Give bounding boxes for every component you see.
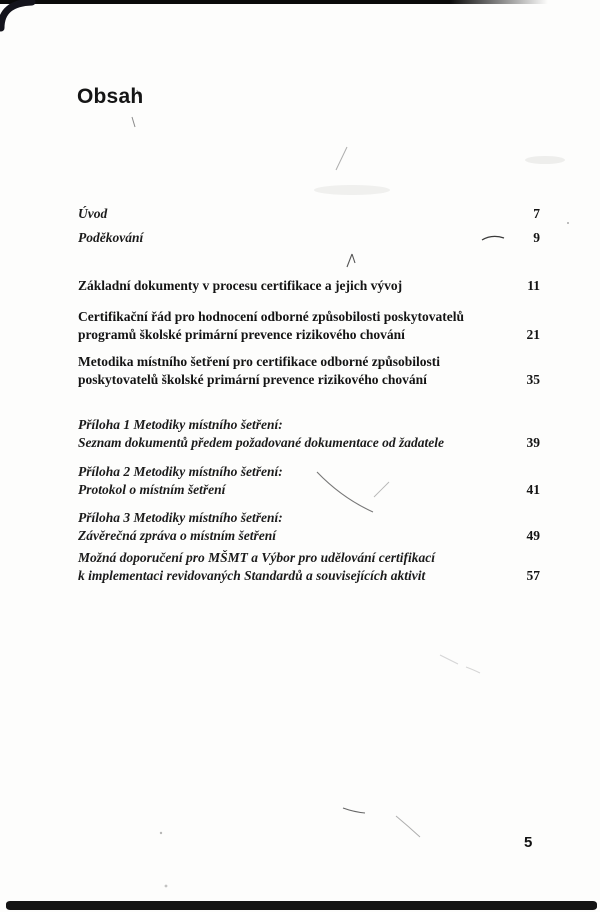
folio-page-number: 5 <box>524 834 533 851</box>
toc-entry <box>78 205 540 223</box>
page-title: Obsah <box>77 85 144 108</box>
toc-entry <box>78 416 540 452</box>
toc-entry-page-number: 21 <box>526 327 540 342</box>
toc-title-line: Možná doporučení pro MŠMT a Výbor pro udělování certifikací <box>78 550 436 565</box>
toc-title-line: Příloha 1 Metodiky místního šetření: <box>78 417 283 432</box>
toc-entry-title <box>78 277 402 295</box>
toc-title-line: Metodika místního šetření pro certifikace odborné způsobilosti <box>78 354 440 369</box>
scan-edge-bottom <box>6 901 597 910</box>
toc-entry <box>78 509 540 545</box>
toc-entry-page-number: 35 <box>526 372 540 387</box>
toc-entry-title <box>78 549 435 585</box>
toc-entry-page-number: 9 <box>533 230 540 245</box>
toc-entry-page-number: 7 <box>533 206 540 221</box>
toc-entry <box>78 463 540 499</box>
toc-title-line: Protokol o místním šetření <box>78 482 226 497</box>
toc-title-line: Certifikační řád pro hodnocení odborné způsobilosti poskytovatelů <box>78 309 465 324</box>
toc-entry-title <box>78 205 107 223</box>
toc-entry-title <box>78 463 283 499</box>
toc-entry <box>78 229 540 247</box>
toc-entry <box>78 308 540 344</box>
toc-entry-title <box>78 353 440 389</box>
toc-title-line: poskytovatelů školské primární prevence rizikového chování <box>78 372 427 387</box>
toc-title-line: Základní dokumenty v procesu certifikace a jejich vývoj <box>78 278 403 293</box>
toc-entry-page-number: 11 <box>527 278 540 293</box>
toc-list <box>78 205 540 585</box>
toc-title-line: programů školské primární prevence rizikového chování <box>78 327 405 342</box>
toc-entry-title <box>78 229 143 247</box>
toc-entry-page-number: 41 <box>526 482 540 497</box>
toc-title-line: Příloha 2 Metodiky místního šetření: <box>78 464 283 479</box>
toc-title-line: Seznam dokumentů předem požadované dokumentace od žadatele <box>78 435 444 450</box>
toc-entry-title <box>78 308 464 344</box>
scan-edge-top <box>0 0 548 4</box>
toc-entry <box>78 549 540 585</box>
toc-entry-title <box>78 509 283 545</box>
toc-title-line: k implementaci revidovaných Standardů a souvisejících aktivit <box>78 568 426 583</box>
toc-title-line: Úvod <box>78 206 108 221</box>
toc-title-line: Poděkování <box>78 230 144 245</box>
toc-entry <box>78 277 540 295</box>
toc-entry <box>78 353 540 389</box>
toc-entry-title <box>78 416 444 452</box>
toc-entry-page-number: 39 <box>526 435 540 450</box>
toc-title-line: Závěrečná zpráva o místním šetření <box>78 528 276 543</box>
toc-title-line: Příloha 3 Metodiky místního šetření: <box>78 510 283 525</box>
toc-entry-page-number: 49 <box>526 528 540 543</box>
toc-entry-page-number: 57 <box>526 568 540 583</box>
